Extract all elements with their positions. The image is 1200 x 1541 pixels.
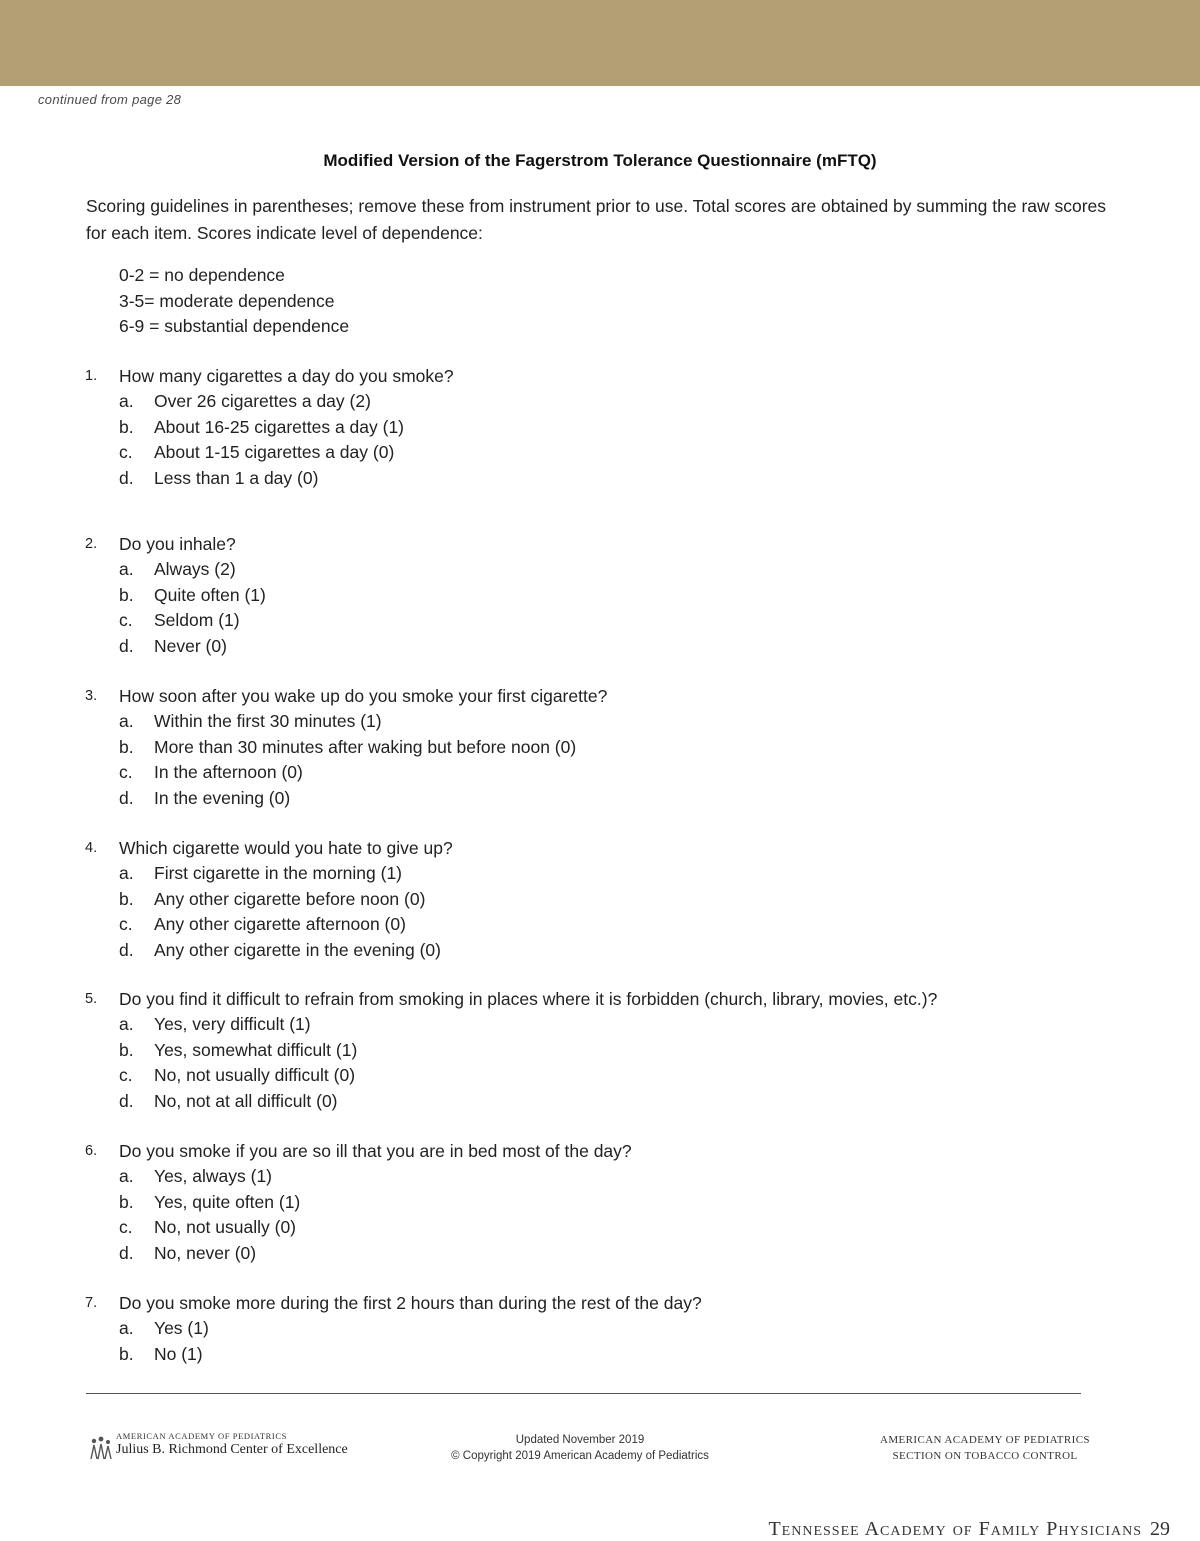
option-text: Never (0) (154, 635, 227, 656)
option-text: Less than 1 a day (0) (154, 467, 319, 488)
option-letter: b. (119, 1191, 134, 1212)
question-number: 7. (85, 1295, 98, 1311)
option-text: About 1-15 cigarettes a day (0) (154, 442, 395, 463)
option-text: First cigarette in the morning (1) (154, 863, 403, 884)
option-text: No, not usually difficult (0) (154, 1065, 356, 1086)
question-number: 5. (85, 991, 98, 1007)
question-3 (0, 686, 1200, 813)
question-text: How soon after you wake up do you smoke your first cigarette? (119, 686, 608, 706)
option-letter: a. (119, 559, 134, 580)
scale-item: 3-5= moderate dependence (119, 290, 335, 311)
question-number: 3. (85, 688, 98, 704)
option-letter: a. (119, 1318, 134, 1339)
option-letter: c. (119, 442, 133, 463)
option-letter: d. (119, 939, 134, 960)
dependence-scale (119, 263, 349, 340)
option-text: Any other cigarette in the evening (0) (154, 939, 441, 960)
question-4 (0, 838, 1200, 965)
option-text: Quite often (1) (154, 584, 266, 605)
question-2 (0, 534, 1200, 661)
question-text: How many cigarettes a day do you smoke? (119, 366, 454, 386)
option-letter: b. (119, 736, 134, 757)
option-letter: b. (119, 888, 134, 909)
question-number: 2. (85, 536, 98, 552)
option-letter: b. (119, 1343, 134, 1364)
option-text: More than 30 minutes after waking but before noon (0) (154, 736, 577, 757)
option-letter: c. (119, 1065, 133, 1086)
footer-left-org: AMERICAN ACADEMY OF PEDIATRICS (116, 1431, 287, 1441)
page-footer (768, 1518, 1170, 1541)
option-letter: d. (119, 1090, 134, 1111)
question-text: Do you find it difficult to refrain from smoking in places where it is forbidden (church, library, movies, etc.)? (119, 989, 938, 1009)
option-text: Yes (1) (154, 1318, 209, 1339)
option-text: Within the first 30 minutes (1) (154, 711, 382, 732)
updated-date: Updated November 2019 (515, 1434, 645, 1446)
question-7 (0, 1293, 1200, 1369)
option-letter: b. (119, 1039, 134, 1060)
option-letter: c. (119, 610, 133, 631)
continued-note: continued from page 28 (38, 92, 182, 107)
footer-right-org: AMERICAN ACADEMY OF PEDIATRICS (880, 1434, 1090, 1446)
question-text: Do you smoke if you are so ill that you are in bed most of the day? (119, 1141, 632, 1161)
question-text: Which cigarette would you hate to give up? (119, 838, 453, 858)
option-text: No (1) (154, 1343, 203, 1364)
option-text: Yes, very difficult (1) (154, 1014, 311, 1035)
question-number: 1. (85, 368, 98, 384)
scale-item: 6-9 = substantial dependence (119, 316, 350, 336)
option-text: Over 26 cigarettes a day (2) (154, 391, 371, 412)
option-text: Yes, quite often (1) (154, 1191, 301, 1212)
question-text: Do you smoke more during the first 2 hours than during the rest of the day? (119, 1293, 702, 1313)
option-text: No, never (0) (154, 1242, 257, 1263)
option-letter: d. (119, 467, 134, 488)
page-number: 29 (1150, 1518, 1170, 1540)
option-text: Any other cigarette before noon (0) (154, 888, 426, 909)
family-figures-icon (88, 1435, 114, 1461)
footer-middle (400, 1432, 760, 1464)
option-letter: d. (119, 787, 134, 808)
option-letter: d. (119, 1242, 134, 1263)
option-letter: c. (119, 914, 133, 935)
option-text: In the evening (0) (154, 787, 291, 808)
question-number: 6. (85, 1143, 98, 1159)
option-letter: a. (119, 1014, 134, 1035)
scale-item: 0-2 = no dependence (119, 265, 285, 285)
option-letter: a. (119, 391, 134, 412)
option-text: Seldom (1) (154, 610, 240, 631)
option-letter: c. (119, 762, 133, 783)
question-6 (0, 1141, 1200, 1268)
option-letter: d. (119, 635, 134, 656)
header-band (0, 0, 1200, 86)
option-text: About 16-25 cigarettes a day (1) (154, 416, 405, 437)
question-5 (0, 989, 1200, 1116)
option-letter: c. (119, 1217, 133, 1238)
option-text: Yes, somewhat difficult (1) (154, 1039, 358, 1060)
footer-divider (86, 1393, 1081, 1394)
option-letter: a. (119, 711, 134, 732)
option-letter: b. (119, 416, 134, 437)
question-1 (0, 366, 1200, 493)
option-letter: b. (119, 584, 134, 605)
academy-name: Tennessee Academy of Family Physicians (768, 1518, 1142, 1540)
option-text: No, not usually (0) (154, 1217, 297, 1238)
footer-right (860, 1432, 1110, 1464)
intro-paragraph: Scoring guidelines in parentheses; remove these from instrument prior to use. Total scores are obtained by summing the raw scores for each item. Scores indicate level of dependence: (86, 196, 1107, 243)
copyright: © Copyright 2019 American Academy of Pediatrics (451, 1450, 709, 1462)
question-text: Do you inhale? (119, 534, 236, 554)
page-title: Modified Version of the Fagerstrom Tolerance Questionnaire (mFTQ) (323, 151, 877, 170)
footer-left-center: Julius B. Richmond Center of Excellence (116, 1442, 348, 1457)
option-text: No, not at all difficult (0) (154, 1090, 338, 1111)
option-text: In the afternoon (0) (154, 762, 303, 783)
question-number: 4. (85, 840, 98, 856)
option-text: Always (2) (154, 559, 236, 580)
option-text: Yes, always (1) (154, 1166, 273, 1187)
footer-right-section: SECTION ON TOBACCO CONTROL (892, 1450, 1078, 1462)
option-letter: a. (119, 1166, 134, 1187)
option-text: Any other cigarette afternoon (0) (154, 914, 406, 935)
option-letter: a. (119, 863, 134, 884)
